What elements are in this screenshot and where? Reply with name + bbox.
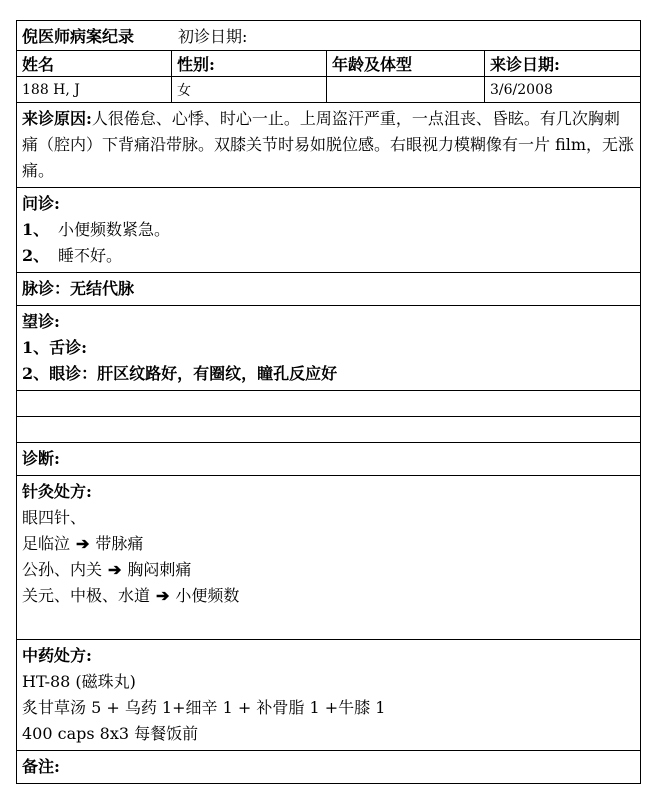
acupuncture-line: 眼四针、 — [22, 508, 87, 527]
herbal-label: 中药处方: — [22, 646, 92, 665]
acupoints: 公孙、内关 — [22, 560, 103, 579]
first-visit-date-label: 初诊日期: — [178, 27, 248, 46]
inquiry-item — [22, 217, 635, 243]
herbal-section — [17, 640, 640, 751]
medical-record-form — [16, 20, 641, 784]
inquiry-label: 问诊: — [22, 194, 60, 213]
herbal-line: 炙甘草汤 5 + 乌药 1+细辛 1 + 补骨脂 1 +牛膝 1 — [22, 698, 386, 717]
herbal-line: HT-88 (磁珠丸) — [22, 672, 136, 691]
indication: 带脉痛 — [95, 534, 144, 553]
title-row — [17, 21, 640, 51]
diagnosis-section: 诊断: — [17, 443, 640, 476]
form-title: 倪医师病案纪录 — [22, 27, 135, 46]
patient-name-value: 188 H, J — [17, 77, 172, 102]
inquiry-item-number: 1、 — [22, 220, 50, 239]
info-header-row — [17, 51, 640, 77]
reason-label: 来诊原因: — [22, 109, 92, 128]
blank-row — [17, 391, 640, 417]
name-label: 姓名 — [17, 51, 172, 76]
inquiry-item-text: 睡不好。 — [58, 246, 123, 265]
acupoints: 足临泣 — [22, 534, 71, 553]
eye-diagnosis: 2、眼诊：肝区纹路好，有圈纹，瞳孔反应好 — [22, 364, 338, 383]
visit-date-label: 来诊日期: — [490, 55, 560, 74]
blank-row — [17, 417, 640, 443]
acupuncture-row — [22, 583, 635, 609]
inquiry-section — [17, 188, 640, 273]
indication: 胸闷刺痛 — [127, 560, 192, 579]
observation-section — [17, 306, 640, 391]
info-value-row — [17, 77, 640, 103]
age-body-value — [327, 77, 485, 102]
acupoints: 关元、中极、水道 — [22, 586, 151, 605]
age-body-label: 年龄及体型 — [327, 51, 485, 76]
notes-section: 备注: — [17, 751, 640, 784]
arrow-right-icon: ➔ — [108, 560, 122, 579]
arrow-right-icon: ➔ — [76, 534, 90, 553]
inquiry-item — [22, 243, 635, 269]
visit-date-value: 3/6/2008 — [490, 81, 553, 98]
indication: 小便频数 — [175, 586, 240, 605]
acupuncture-row — [22, 531, 635, 557]
pulse-section: 脉诊：无结代脉 — [17, 273, 640, 306]
reason-text: 人很倦怠、心悸、时心一止。上周盗汗严重，一点沮丧、昏眩。有几次胸刺痛（腔内）下背痛沿带脉。双膝关节时易如脱位感。右眼视力模糊像有一片 film，无涨痛。 — [22, 109, 635, 180]
observation-label: 望诊: — [22, 312, 60, 331]
inquiry-item-number: 2、 — [22, 246, 50, 265]
tongue-diagnosis: 1、舌诊: — [22, 338, 88, 357]
acupuncture-label: 针灸处方: — [22, 482, 92, 501]
reason-section — [17, 103, 640, 188]
gender-label: 性别: — [172, 51, 327, 76]
inquiry-item-text: 小便频数紧急。 — [58, 220, 171, 239]
acupuncture-section — [17, 476, 640, 640]
acupuncture-row — [22, 557, 635, 583]
gender-value: 女 — [172, 77, 327, 102]
arrow-right-icon: ➔ — [156, 586, 170, 605]
herbal-line: 400 caps 8x3 每餐饭前 — [22, 724, 199, 743]
